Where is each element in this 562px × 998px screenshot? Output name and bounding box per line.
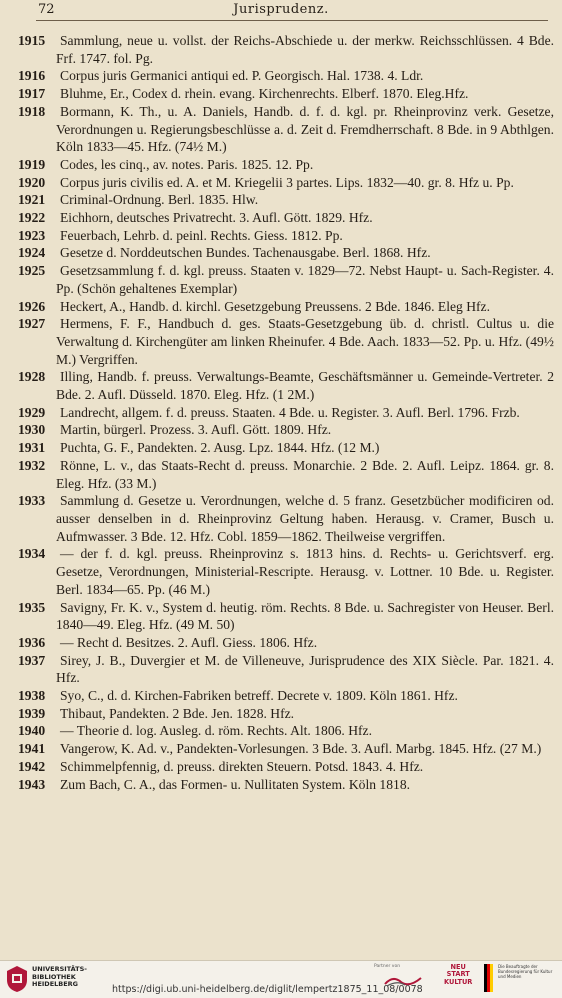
lot-number: 1939 xyxy=(18,705,46,721)
lot-number: 1926 xyxy=(18,298,46,314)
lot-number: 1931 xyxy=(18,440,46,456)
lot-number: 1923 xyxy=(18,227,46,243)
lot-number: 1920 xyxy=(18,174,46,190)
entry-text: Sirey, J. B., Duvergier et M. de Villeneuve, Jurisprudence des XIX Siècle. Par. 1821. 4. Hfz. xyxy=(56,652,554,686)
catalog-entry xyxy=(18,740,554,758)
lot-number: 1927 xyxy=(18,316,46,332)
entry-text: Landrecht, allgem. f. d. preuss. Staaten. 4 Bde. u. Register. 3. Aufl. Berl. 1796. Frzb. xyxy=(60,404,520,420)
entry-text: Eichhorn, deutsches Privatrecht. 3. Aufl. Gött. 1829. Hfz. xyxy=(60,210,373,226)
catalog-entry xyxy=(18,652,554,687)
entry-text: Feuerbach, Lehrb. d. peinl. Rechts. Giess. 1812. Pp. xyxy=(60,227,343,243)
entry-text: Savigny, Fr. K. v., System d. heutig. röm. Rechts. 8 Bde. u. Sachregister von Heuser. Berl. 1840—49. Eleg. Hfz. (49 M. 50) xyxy=(56,599,554,633)
lot-number: 1918 xyxy=(18,103,46,119)
entry-text: Martin, bürgerl. Prozess. 3. Aufl. Gött. 1809. Hfz. xyxy=(60,422,332,438)
lot-number: 1940 xyxy=(18,723,46,739)
entry-text: Puchta, G. F., Pandekten. 2. Ausg. Lpz. 1844. Hfz. (12 M.) xyxy=(60,440,380,456)
partner-logo-icon xyxy=(383,973,423,992)
library-name: UNIVERSITÄTS- BIBLIOTHEK HEIDELBERG xyxy=(32,965,87,988)
catalog-entry xyxy=(18,687,554,705)
lot-number: 1941 xyxy=(18,741,46,757)
lot-number: 1921 xyxy=(18,192,46,208)
partner-label: Partner von xyxy=(374,964,401,969)
entry-text: Illing, Handb. f. preuss. Verwaltungs-Beamte, Geschäftsmänner u. Gemeinde-Vertreter. 2 Bde. 2. Aufl. Düsseld. 1870. Eleg. Hfz. (1 2M.) xyxy=(56,369,554,403)
lot-number: 1936 xyxy=(18,634,46,650)
page-number: 72 xyxy=(38,2,55,17)
lot-number: 1922 xyxy=(18,210,46,226)
running-head xyxy=(0,2,562,20)
entry-text: Corpus juris Germanici antiqui ed. P. Georgisch. Hal. 1738. 4. Ldr. xyxy=(60,68,424,84)
lot-number: 1942 xyxy=(18,758,46,774)
catalog-entry xyxy=(18,634,554,652)
entry-text: Rönne, L. v., das Staats-Recht d. preuss. Monarchie. 2 Bde. 2. Aufl. Leipz. 1864. gr. 8. Eleg. Hfz. (33 M.) xyxy=(56,457,554,491)
entry-text: Vangerow, K. Ad. v., Pandekten-Vorlesungen. 3 Bde. 3. Aufl. Marbg. 1845. Hfz. (27 M.) xyxy=(60,741,542,757)
lot-number: 1943 xyxy=(18,776,46,792)
catalog-entry xyxy=(18,174,554,192)
lot-number: 1919 xyxy=(18,156,46,172)
entry-text: Heckert, A., Handb. d. kirchl. Gesetzgebung Preussens. 2 Bde. 1846. Eleg Hfz. xyxy=(60,298,490,314)
catalog-entry xyxy=(18,32,554,67)
catalog-entry xyxy=(18,156,554,174)
entry-text: Schimmelpfennig, d. preuss. direkten Steuern. Potsd. 1843. 4. Hfz. xyxy=(60,758,424,774)
lot-number: 1938 xyxy=(18,688,46,704)
entry-text: Codes, les cinq., av. notes. Paris. 1825. 12. Pp. xyxy=(60,156,314,172)
entry-text: Gesetze d. Norddeutschen Bundes. Tachenausgabe. Berl. 1868. Hfz. xyxy=(60,245,431,261)
catalog-entries xyxy=(18,32,554,793)
entry-text: Sammlung, neue u. vollst. der Reichs-Abschiede u. der merkw. Reichsschlüssen. 4 Bde. Frf. 1747. fol. Pg. xyxy=(56,33,554,66)
entry-text: — der f. d. kgl. preuss. Rheinprovinz s. 1813 hins. d. Rechts- u. Gerichtsverf. erg. Gesetze, Verordnungen, Ministerial-Rescripte. Herausg. v. Lottner. 10 Bde. u. Register. Berl. 1834—65. Pp. (46 M.) xyxy=(56,546,554,597)
lot-number: 1929 xyxy=(18,404,46,420)
lot-number: 1933 xyxy=(18,493,46,509)
entry-text: Zum Bach, C. A., das Formen- u. Nullitaten System. Köln 1818. xyxy=(60,776,411,792)
lot-number: 1930 xyxy=(18,422,46,438)
entry-text: Thibaut, Pandekten. 2 Bde. Jen. 1828. Hfz. xyxy=(60,705,295,721)
lot-number: 1937 xyxy=(18,652,46,668)
entry-text: Criminal-Ordnung. Berl. 1835. Hlw. xyxy=(60,192,259,208)
catalog-entry xyxy=(18,758,554,776)
catalog-entry xyxy=(18,209,554,227)
page-title: Jurisprudenz. xyxy=(233,2,329,17)
bkm-label: Die Beauftragte der Bundesregierung für Kultur und Medien xyxy=(498,964,553,979)
entry-text: Bormann, K. Th., u. A. Daniels, Handb. d. f. d. kgl. pr. Rheinprovinz verk. Gesetze, Verordnungen u. Regierungsbeschlüsse a. d. Zeit d. Fremdherrschaft. 8 Bde. in 9 Abthlgen. Köln 1833—45. Hfz. (74½ M.) xyxy=(56,103,554,155)
neustart-kultur-logo: NEU START KULTUR xyxy=(444,963,473,986)
footer-bar xyxy=(0,960,562,998)
catalog-entry xyxy=(18,599,554,634)
catalog-entry xyxy=(18,421,554,439)
lot-number: 1934 xyxy=(18,546,46,562)
catalog-entry xyxy=(18,492,554,545)
catalog-entry xyxy=(18,227,554,245)
catalog-entry xyxy=(18,545,554,598)
catalog-entry xyxy=(18,85,554,103)
catalog-entry xyxy=(18,722,554,740)
catalog-entry xyxy=(18,705,554,723)
entry-text: Gesetzsammlung f. d. kgl. preuss. Staaten v. 1829—72. Nebst Haupt- u. Sach-Register. 4. Pp. (Schön gehaltenes Exemplar) xyxy=(56,263,554,296)
header-rule xyxy=(36,20,548,21)
catalog-entry xyxy=(18,244,554,262)
catalog-entry xyxy=(18,439,554,457)
catalog-entry xyxy=(18,776,554,794)
catalog-entry xyxy=(18,457,554,492)
lot-number: 1928 xyxy=(18,369,46,385)
entry-text: Sammlung d. Gesetze u. Verordnungen, welche d. 5 franz. Gesetzbücher modificiren od. ausser denselben in d. Rheinprovinz Geltung haben. Herausg. v. Cramer, Busch u. Aufmwasser. 3 Bde. 12. Hfz. Cobl. 1859—1862. Theilweise vergriffen. xyxy=(56,493,554,544)
catalog-entry xyxy=(18,262,554,297)
catalog-entry xyxy=(18,67,554,85)
catalog-entry xyxy=(18,404,554,422)
lot-number: 1915 xyxy=(18,33,46,48)
lot-number: 1917 xyxy=(18,86,46,102)
entry-text: Hermens, F. F., Handbuch d. ges. Staats-Gesetzgebung üb. d. christl. Cultus u. die Verwaltung d. Kirchengüter am linken Rheinufer. 4 Bde. Aach. 1833—52. Pp. u. Hfz. (49½ M.) Vergriffen. xyxy=(56,316,554,367)
catalog-entry xyxy=(18,298,554,316)
catalog-entry xyxy=(18,191,554,209)
lot-number: 1925 xyxy=(18,263,46,279)
entry-text: Syo, C., d. d. Kirchen-Fabriken betreff. Decrete v. 1809. Köln 1861. Hfz. xyxy=(60,688,458,704)
lot-number: 1935 xyxy=(18,599,46,615)
lot-number: 1932 xyxy=(18,457,46,473)
entry-text: Corpus juris civilis ed. A. et M. Kriegelii 3 partes. Lips. 1832—40. gr. 8. Hfz u. Pp. xyxy=(60,174,514,190)
federal-eagle-icon xyxy=(484,964,496,996)
lot-number: 1916 xyxy=(18,68,46,84)
entry-text: Bluhme, Er., Codex d. rhein. evang. Kirchenrechts. Elberf. 1870. Eleg.Hfz. xyxy=(60,86,469,102)
entry-text: — Recht d. Besitzes. 2. Aufl. Giess. 1806. Hfz. xyxy=(60,634,318,650)
catalog-entry xyxy=(18,368,554,403)
university-seal-icon xyxy=(6,965,28,997)
lot-number: 1924 xyxy=(18,245,46,261)
entry-text: — Theorie d. log. Ausleg. d. röm. Rechts. Alt. 1806. Hfz. xyxy=(60,723,372,739)
digital-copy-link[interactable]: https://digi.ub.uni-heidelberg.de/diglit/lempertz1875_11_08/0078 xyxy=(112,984,423,995)
catalog-entry xyxy=(18,315,554,368)
catalog-entry xyxy=(18,103,554,156)
